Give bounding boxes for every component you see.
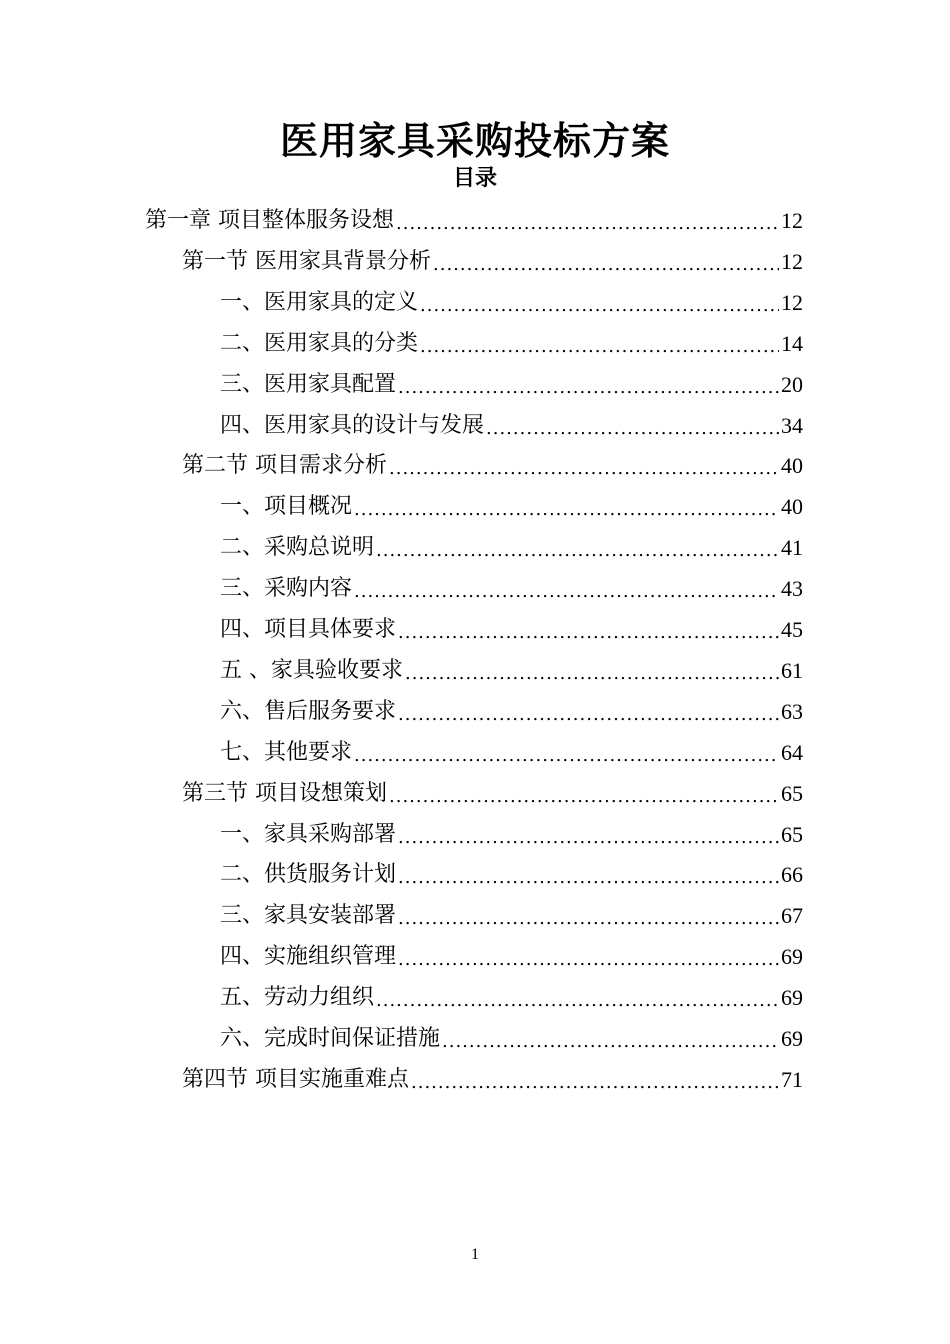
toc-dot-leader — [398, 899, 779, 933]
toc-entry[interactable] — [145, 204, 803, 238]
toc-entry-label: 二、采购总说明 — [220, 535, 375, 561]
toc-entry-label: 二、供货服务计划 — [220, 862, 397, 888]
toc-entry-label: 三、医用家具配置 — [220, 371, 397, 397]
toc-entry-page: 12 — [781, 208, 803, 233]
toc-entry-label: 六、完成时间保证措施 — [220, 1026, 441, 1051]
toc-entry-label: 五 、家具验收要求 — [220, 657, 403, 683]
toc-entry[interactable] — [220, 531, 803, 565]
toc-entry[interactable] — [220, 899, 803, 933]
toc-entry[interactable] — [182, 777, 803, 811]
toc-heading: 目录 — [452, 166, 497, 191]
toc-entry-label: 第三节 项目设想策划 — [182, 780, 387, 806]
toc-entry-label: 一、家具采购部署 — [220, 821, 397, 847]
toc-entry[interactable] — [182, 1063, 803, 1097]
document-title: 医用家具采购投标方案 — [279, 119, 670, 163]
toc-dot-leader — [354, 490, 779, 524]
toc-entry-label: 四、项目具体要求 — [220, 617, 397, 642]
toc-dot-leader — [396, 204, 779, 238]
toc-entry[interactable] — [220, 981, 803, 1015]
toc-entry-page: 64 — [781, 739, 803, 765]
toc-dot-leader — [398, 368, 779, 402]
toc-entry[interactable] — [220, 613, 803, 647]
toc-dot-leader — [405, 654, 779, 688]
toc-entry-page: 65 — [781, 821, 803, 847]
toc-dot-leader — [389, 449, 779, 483]
toc-entry[interactable] — [220, 368, 803, 402]
toc-dot-leader — [411, 1063, 779, 1097]
toc-entry[interactable] — [182, 245, 803, 279]
toc-entry-label: 第二节 项目需求分析 — [182, 453, 387, 479]
toc-dot-leader — [433, 245, 779, 279]
toc-entry[interactable] — [220, 858, 803, 892]
toc-dot-leader — [398, 818, 779, 852]
toc-entry[interactable] — [220, 286, 803, 320]
page-number: 1 — [471, 1246, 479, 1263]
toc-dot-leader — [376, 981, 779, 1015]
toc-dot-leader — [376, 531, 779, 565]
toc-entry[interactable] — [220, 818, 803, 852]
toc-entry[interactable] — [220, 1022, 803, 1056]
toc-entry-label: 三、家具安装部署 — [220, 903, 397, 929]
toc-entry-page: 61 — [781, 657, 803, 683]
toc-entry-page: 67 — [781, 903, 803, 929]
toc-entry-page: 41 — [781, 535, 803, 561]
toc-entry-page: 40 — [781, 494, 803, 520]
toc-entry-page: 20 — [781, 371, 803, 397]
toc-entry-label: 一、医用家具的定义 — [220, 289, 419, 315]
toc-entry-label: 第四节 项目实施重难点 — [182, 1066, 409, 1092]
toc-entry-page: 12 — [781, 248, 803, 274]
toc-entry-page: 45 — [781, 617, 803, 642]
toc-entry-label: 四、实施组织管理 — [220, 944, 397, 970]
toc-entry-label: 五、劳动力组织 — [220, 985, 375, 1011]
toc-entry[interactable] — [220, 695, 803, 729]
toc-entry-label: 一、项目概况 — [220, 494, 353, 520]
toc-entry-label: 二、医用家具的分类 — [220, 330, 419, 356]
toc-entry-page: 14 — [781, 330, 803, 356]
toc-dot-leader — [389, 777, 779, 811]
toc-entry[interactable] — [220, 736, 803, 770]
toc-entry[interactable] — [220, 940, 803, 974]
toc-dot-leader — [354, 572, 779, 606]
toc-dot-leader — [398, 940, 779, 974]
toc-entry-page: 69 — [781, 944, 803, 970]
toc-dot-leader — [420, 286, 779, 320]
toc-dot-leader — [486, 409, 779, 443]
toc-entry-page: 63 — [781, 698, 803, 724]
toc-entry-label: 四、医用家具的设计与发展 — [220, 412, 485, 438]
toc-entry[interactable] — [182, 449, 803, 483]
toc-dot-leader — [354, 736, 779, 770]
toc-entry-page: 69 — [781, 1026, 803, 1051]
toc-entry-page: 66 — [781, 862, 803, 888]
toc-entry[interactable] — [220, 327, 803, 361]
toc-entry-page: 71 — [781, 1066, 803, 1092]
toc-entry-page: 69 — [781, 985, 803, 1011]
toc-entry[interactable] — [220, 409, 803, 443]
toc-dot-leader — [398, 858, 779, 892]
toc-dot-leader — [420, 327, 779, 361]
toc-entry-label: 七、其他要求 — [220, 739, 353, 765]
toc-entry-label: 第一节 医用家具背景分析 — [182, 248, 431, 274]
toc-entry-label: 三、采购内容 — [220, 576, 353, 602]
toc-entry-page: 40 — [781, 453, 803, 479]
toc-dot-leader — [398, 613, 779, 647]
toc-entry-page: 65 — [781, 780, 803, 806]
toc-entry-label: 第一章 项目整体服务设想 — [145, 208, 394, 233]
toc-entry-page: 34 — [781, 412, 803, 438]
toc-entry-page: 43 — [781, 576, 803, 602]
toc-entry-page: 12 — [781, 289, 803, 315]
toc-dot-leader — [442, 1022, 779, 1056]
toc-entry[interactable] — [220, 490, 803, 524]
toc-entry[interactable] — [220, 572, 803, 606]
toc-entry[interactable] — [220, 654, 803, 688]
toc-entry-label: 六、售后服务要求 — [220, 698, 397, 724]
toc-dot-leader — [398, 695, 779, 729]
